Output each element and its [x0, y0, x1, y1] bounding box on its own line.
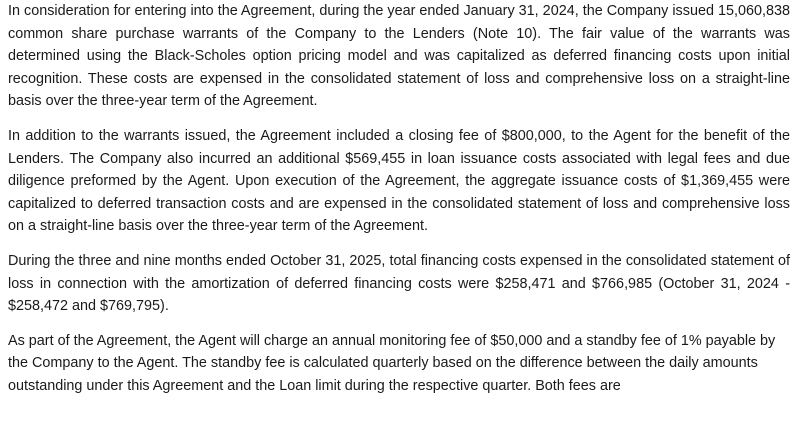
paragraph-warrants: In consideration for entering into the Agreement, during the year ended January 31, 2024, the Company issued 15,060,838 common share purchase warrants of the Company to the Lenders (Note 10). The fair value of the warrants was determined using the Black-Scholes option pricing model and was capitalized as deferred financing costs upon initial recognition. These costs are expensed in the consolidated statement of loss and comprehensive loss on a straight-line basis over the three-year term of the Agreement. — [8, 3, 790, 110]
document-body — [8, 0, 790, 398]
paragraph-financing-costs: During the three and nine months ended October 31, 2025, total financing costs expensed in the consolidated statement of loss in connection with the amortization of deferred financing costs were $258,471 and $766,985 (October 31, 2024 - $258,472 and $769,795). — [8, 252, 790, 315]
paragraph-monitoring-fee: As part of the Agreement, the Agent will charge an annual monitoring fee of $50,000 and a standby fee of 1% payable by the Company to the Agent. The standby fee is calculated quarterly based on the difference between the daily amounts outstanding under this Agreement and the Loan limit during the respective quarter. Both fees are — [8, 332, 776, 394]
paragraph-closing-fee: In addition to the warrants issued, the Agreement included a closing fee of $800,000, to the Agent for the benefit of the Lenders. The Company also incurred an additional $569,455 in loan issuance costs associated with legal fees and due diligence preformed by the Agent. Upon execution of the Agreement, the aggregate issuance costs of $1,369,455 were capitalized to deferred transaction costs and are expensed in the consolidated statement of loss and comprehensive loss on a straight-line basis over the three-year term of the Agreement. — [8, 127, 790, 235]
